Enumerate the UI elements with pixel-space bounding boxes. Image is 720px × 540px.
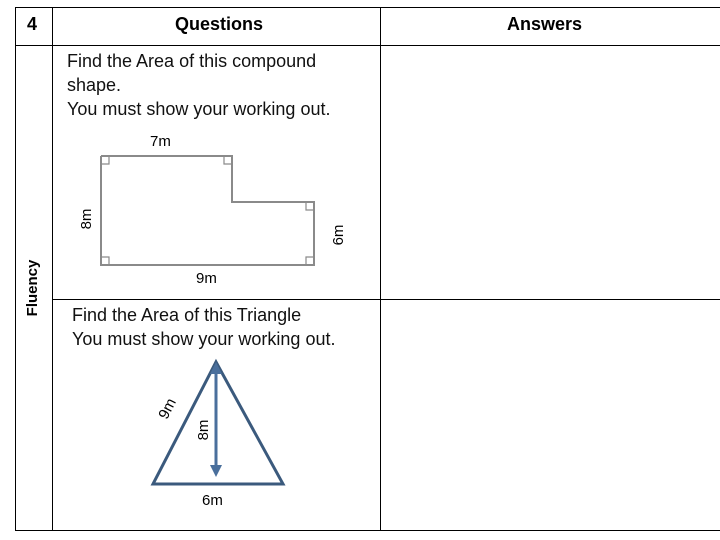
label-right-6m: 6m	[330, 224, 347, 246]
q1-prompt-line1: Find the Area of this compound	[67, 51, 317, 71]
questions-header: Questions	[175, 14, 264, 34]
label-bottom-9m: 9m	[196, 270, 217, 287]
q1-prompt-line2: shape.	[67, 75, 122, 95]
label-left-8m: 8m	[78, 208, 95, 230]
answers-header: Answers	[507, 14, 583, 34]
q1-prompt-line3: You must show your working out.	[67, 99, 331, 119]
right-angle-markers	[101, 156, 314, 265]
label-base-6m: 6m	[202, 492, 223, 509]
question-number: 4	[27, 14, 38, 34]
q2-prompt-line1: Find the Area of this Triangle	[72, 305, 302, 325]
strand-label: Fluency	[24, 259, 41, 317]
q2-prompt-line2: You must show your working out.	[72, 329, 336, 349]
q2-prompt	[72, 303, 377, 351]
label-top-7m: 7m	[150, 133, 171, 150]
label-height-8m: 8m	[195, 419, 212, 441]
compound-shape-outline	[101, 156, 314, 265]
label-slant-9m: 9m	[155, 395, 180, 422]
height-arrow-head-bottom	[210, 465, 222, 477]
